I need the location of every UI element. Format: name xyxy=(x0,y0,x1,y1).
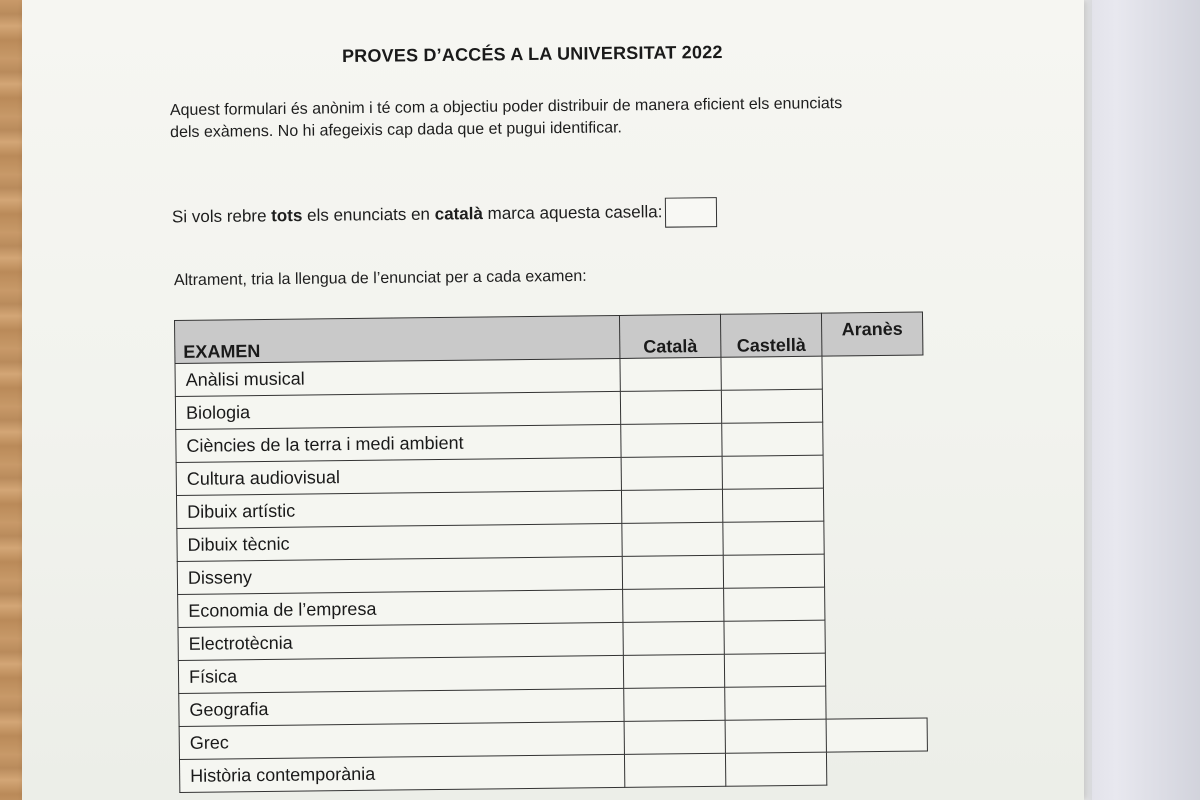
aranes-empty-cell xyxy=(826,685,927,719)
option-text-1: Si vols rebre xyxy=(171,206,272,227)
exam-name: Economia de l’empresa xyxy=(178,589,623,627)
catala-checkbox-cell[interactable] xyxy=(623,588,724,622)
castella-checkbox-cell[interactable] xyxy=(721,389,822,423)
exam-name: Geografia xyxy=(179,688,624,726)
castella-checkbox-cell[interactable] xyxy=(721,356,822,390)
all-catalan-option xyxy=(172,197,718,233)
aranes-empty-cell xyxy=(824,553,925,587)
aranes-empty-cell xyxy=(822,355,923,389)
aranes-empty-cell xyxy=(823,487,924,521)
aranes-empty-cell xyxy=(825,586,926,620)
aranes-checkbox-cell[interactable] xyxy=(826,718,927,752)
header-exam: EXAMEN xyxy=(175,315,620,363)
catala-checkbox-cell[interactable] xyxy=(623,621,724,655)
exam-language-table xyxy=(174,312,928,793)
exam-table-wrapper xyxy=(174,312,928,793)
catala-checkbox-cell[interactable] xyxy=(620,357,721,391)
castella-checkbox-cell[interactable] xyxy=(722,488,823,522)
header-catala: Català xyxy=(619,314,720,358)
aranes-empty-cell xyxy=(826,751,927,785)
option-text-3: marca aquesta casella: xyxy=(482,202,663,224)
exam-name: Grec xyxy=(179,721,624,759)
catala-checkbox-cell[interactable] xyxy=(624,687,725,721)
instruction-text: Altrament, tria la llengua de l’enunciat per a cada examen: xyxy=(173,267,587,290)
form-paper xyxy=(22,0,1084,800)
catala-checkbox-cell[interactable] xyxy=(621,489,722,523)
option-bold-catala: català xyxy=(434,204,483,224)
catala-checkbox-cell[interactable] xyxy=(624,753,725,787)
castella-checkbox-cell[interactable] xyxy=(725,752,826,786)
castella-checkbox-cell[interactable] xyxy=(725,686,826,720)
table-row xyxy=(179,751,927,792)
intro-line-2: dels exàmens. No hi afegeixis cap dada que et pugui identificar. xyxy=(170,119,623,142)
header-castella: Castellà xyxy=(720,313,821,357)
exam-name: Dibuix artístic xyxy=(176,490,621,528)
catala-checkbox-cell[interactable] xyxy=(624,720,725,754)
aranes-empty-cell xyxy=(823,421,924,455)
catala-checkbox-cell[interactable] xyxy=(621,423,722,457)
exam-name: Biologia xyxy=(175,391,620,429)
option-bold-tots: tots xyxy=(271,205,303,226)
castella-checkbox-cell[interactable] xyxy=(722,455,823,489)
exam-name: Disseny xyxy=(177,556,622,594)
aranes-empty-cell xyxy=(823,454,924,488)
exam-table-body xyxy=(175,355,928,792)
exam-name: Electrotècnia xyxy=(178,622,623,660)
aranes-empty-cell xyxy=(825,652,926,686)
catala-checkbox-cell[interactable] xyxy=(622,522,723,556)
catala-checkbox-cell[interactable] xyxy=(622,555,723,589)
header-aranes: Aranès xyxy=(821,312,922,356)
exam-name: Física xyxy=(178,655,623,693)
option-text-2: els enunciats en xyxy=(302,204,435,225)
castella-checkbox-cell[interactable] xyxy=(724,587,825,621)
catala-checkbox-cell[interactable] xyxy=(620,390,721,424)
all-catalan-checkbox[interactable] xyxy=(665,197,717,228)
aranes-empty-cell xyxy=(822,388,923,422)
exam-name: Ciències de la terra i medi ambient xyxy=(176,424,621,462)
castella-checkbox-cell[interactable] xyxy=(724,620,825,654)
intro-line-1: Aquest formulari és anònim i té com a objectiu poder distribuir de manera eficient els enunciats xyxy=(169,95,843,120)
catala-checkbox-cell[interactable] xyxy=(621,456,722,490)
castella-checkbox-cell[interactable] xyxy=(722,422,823,456)
intro-paragraph xyxy=(170,92,950,144)
form-title: PROVES D’ACCÉS A LA UNIVERSITAT 2022 xyxy=(341,42,723,66)
castella-checkbox-cell[interactable] xyxy=(723,521,824,555)
castella-checkbox-cell[interactable] xyxy=(725,719,826,753)
castella-checkbox-cell[interactable] xyxy=(723,554,824,588)
aranes-empty-cell xyxy=(824,520,925,554)
aranes-empty-cell xyxy=(825,619,926,653)
castella-checkbox-cell[interactable] xyxy=(724,653,825,687)
exam-name: Anàlisi musical xyxy=(175,358,620,396)
exam-name: Dibuix tècnic xyxy=(177,523,622,561)
catala-checkbox-cell[interactable] xyxy=(623,654,724,688)
exam-name: Cultura audiovisual xyxy=(176,457,621,495)
exam-name: Història contemporània xyxy=(179,754,624,792)
